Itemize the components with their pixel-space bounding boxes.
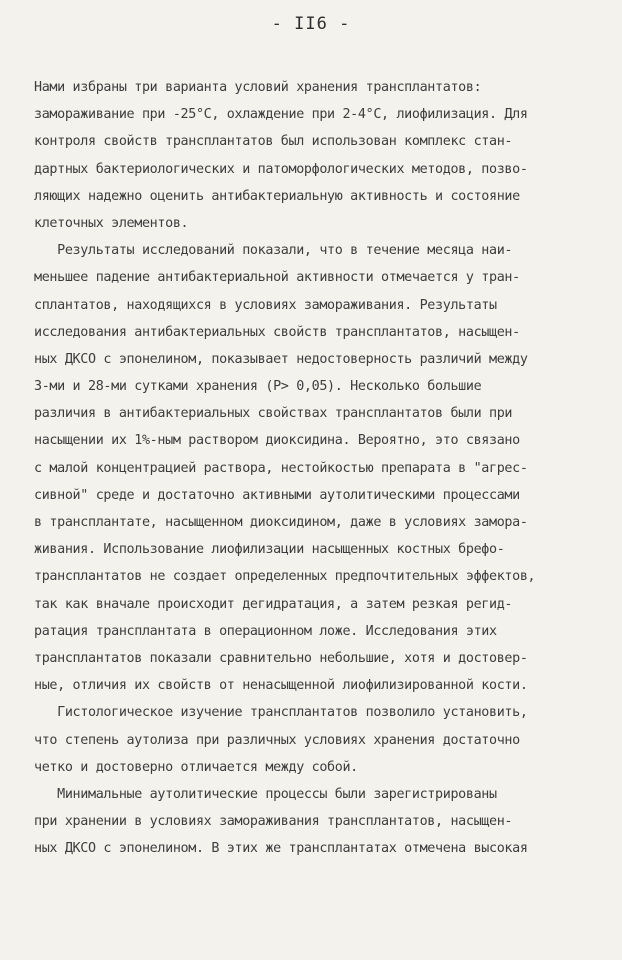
text-line: клеточных элементов. bbox=[34, 215, 189, 231]
text-line: насыщении их 1%-ным раствором диоксидина. Вероятно, это связано bbox=[34, 433, 520, 449]
page-number: - II6 - bbox=[271, 14, 351, 34]
text-line: ных ДКСО с эпонелином. В этих же трансплантатах отмечена высокая bbox=[34, 841, 528, 857]
text-line: трансплантатов показали сравнительно небольшие, хотя и достовер- bbox=[34, 650, 528, 666]
text-line: ные, отличия их свойств от ненасыщенной лиофилизированной кости. bbox=[34, 678, 528, 694]
text-line: в трансплантате, насыщенном диоксидином, даже в условиях замора- bbox=[34, 515, 528, 530]
text-line: так как вначале происходит дегидратация, а затем резкая регид- bbox=[34, 596, 513, 612]
text-line: при хранении в условиях замораживания трансплантатов, насыщен- bbox=[34, 814, 513, 830]
body-text bbox=[34, 74, 594, 862]
text-line: сивной" среде и достаточно активными аутолитическими процессами bbox=[34, 487, 520, 503]
text-line: меньшее падение антибактериальной активности отмечается у тран- bbox=[34, 270, 520, 286]
text-line: замораживание при -25°С, охлаждение при 2-4°С, лиофилизация. Для bbox=[34, 107, 528, 123]
text-line: Результаты исследований показали, что в течение месяца наи- bbox=[34, 243, 513, 259]
text-line: дартных бактериологических и патоморфологических методов, позво- bbox=[34, 161, 528, 177]
text-line: сплантатов, находящихся в условиях замораживания. Результаты bbox=[34, 297, 497, 313]
text-line: ратация трансплантата в операционном ложе. Исследования этих bbox=[34, 623, 497, 639]
text-line: ных ДКСО с эпонелином, показывает недостоверность различий между bbox=[34, 351, 528, 367]
text-line: контроля свойств трансплантатов был использован комплекс стан- bbox=[34, 134, 513, 150]
text-line: трансплантатов не создает определенных предпочтительных эффектов, bbox=[34, 569, 536, 585]
text-line: Нами избраны три варианта условий хранения трансплантатов: bbox=[34, 80, 482, 95]
text-line: Гистологическое изучение трансплантатов позволило установить, bbox=[34, 705, 528, 721]
text-line: Минимальные аутолитические процессы были зарегистрированы bbox=[34, 786, 497, 802]
text-line: что степень аутолиза при различных условиях хранения достаточно bbox=[34, 732, 520, 748]
text-line: различия в антибактериальных свойствах трансплантатов были при bbox=[34, 406, 513, 422]
text-line: ляющих надежно оценить антибактериальную активность и состояние bbox=[34, 188, 520, 204]
text-line: живания. Использование лиофилизации насыщенных костных брефо- bbox=[34, 542, 505, 558]
text-line: исследования антибактериальных свойств трансплантатов, насыщен- bbox=[34, 324, 520, 340]
text-line: 3-ми и 28-ми сутками хранения (Р> 0,05). Несколько большие bbox=[34, 379, 482, 395]
text-line: четко и достоверно отличается между собой. bbox=[34, 759, 358, 775]
text-line: с малой концентрацией раствора, нестойкостью препарата в "агрес- bbox=[34, 460, 528, 476]
